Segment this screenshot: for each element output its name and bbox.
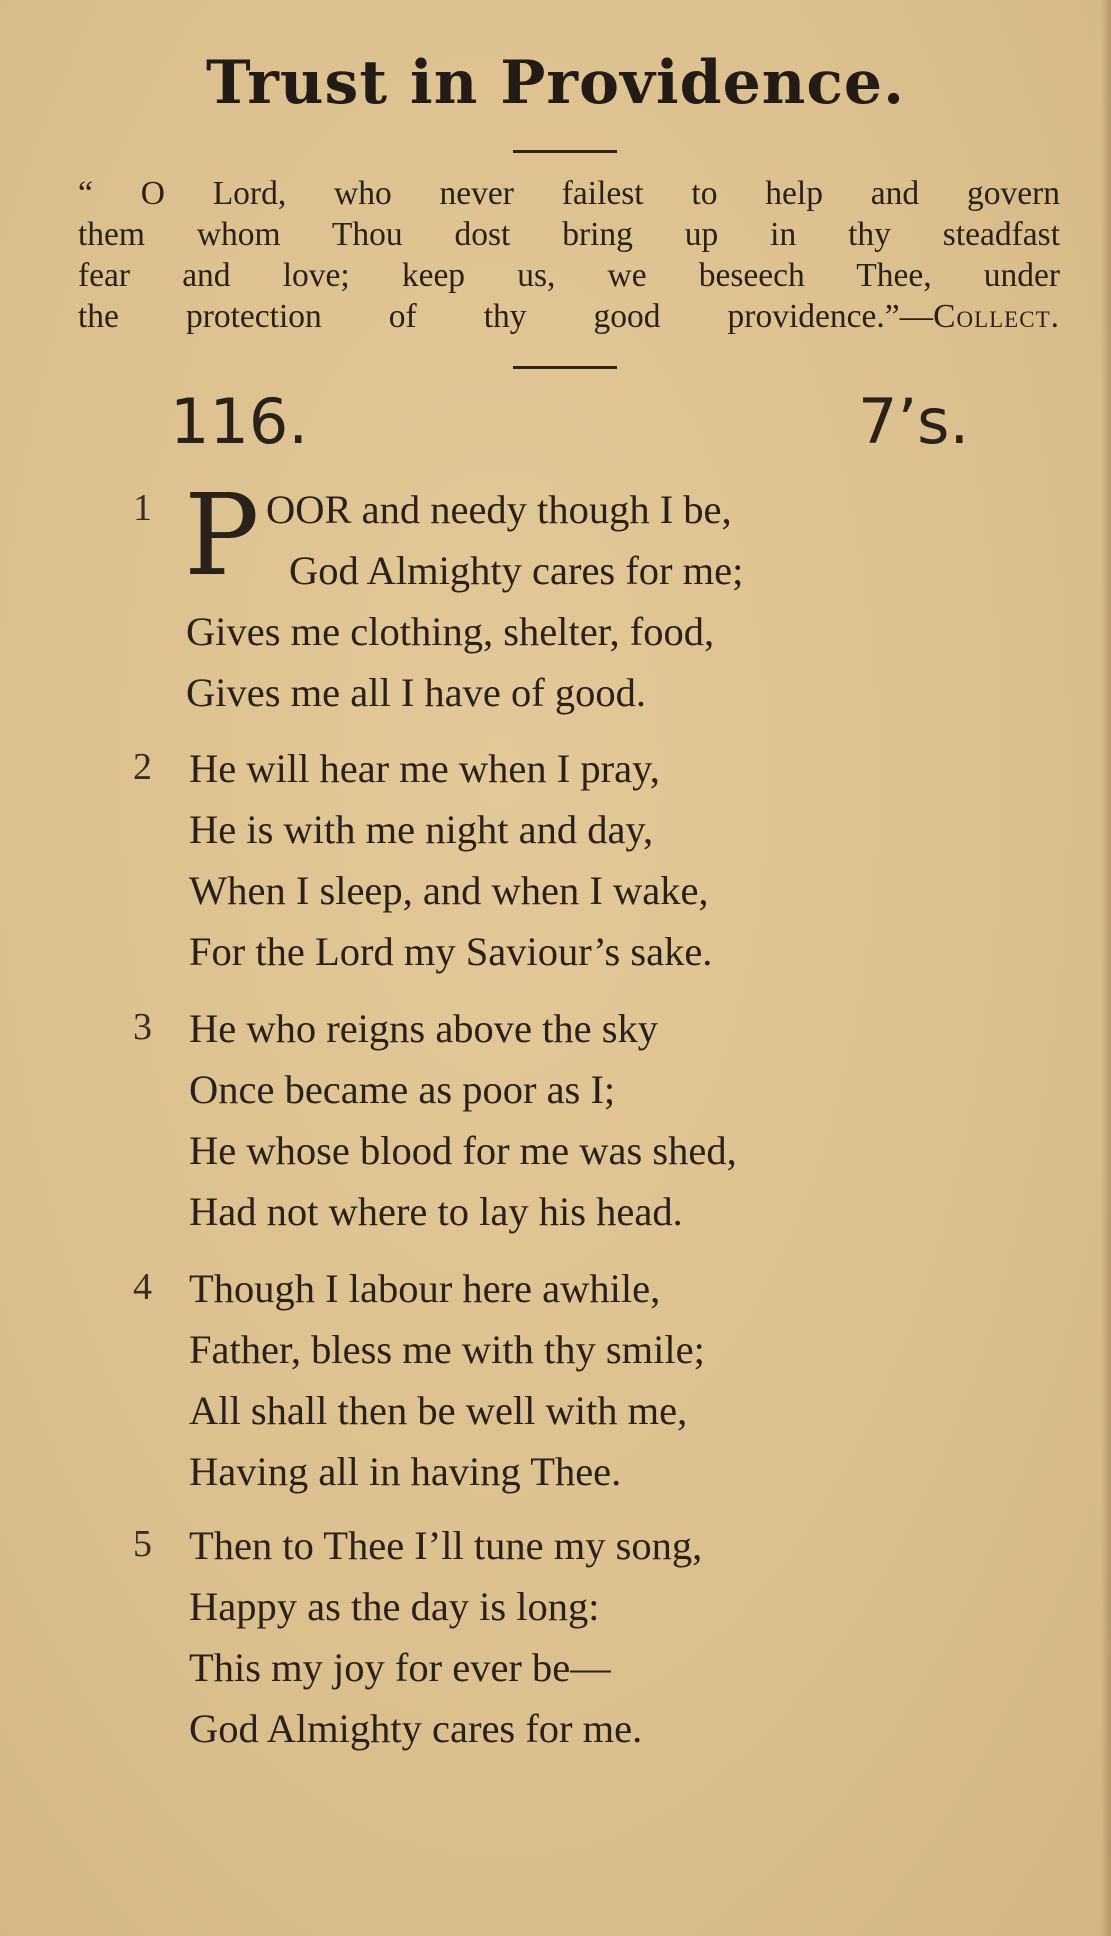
verse-line: OOR and needy though I be, (266, 487, 732, 532)
verse-line: God Almighty cares for me. (189, 1706, 643, 1751)
verse-line: He is with me night and day, (189, 807, 654, 852)
stanza-number: 3 (133, 1006, 152, 1048)
epigraph-last-line (78, 296, 1060, 337)
epigraph-attribution: Collect. (933, 298, 1060, 335)
verse-line: Happy as the day is long: (189, 1584, 600, 1629)
verse-line: Though I labour here awhile, (189, 1266, 661, 1311)
epigraph-line: “ O Lord, who never failest to help and govern (78, 175, 1060, 212)
verse-line: For the Lord my Saviour’s sake. (189, 929, 713, 974)
verse-line: Having all in having Thee. (189, 1449, 622, 1494)
verse-line: Had not where to lay his head. (189, 1189, 683, 1234)
epigraph-line: them whom Thou dost bring up in thy steadfast (78, 216, 1060, 253)
hymn-number: 116. (170, 385, 309, 458)
verse-line: When I sleep, and when I wake, (189, 868, 709, 913)
epigraph-line: the protection of thy good providence.”— (78, 298, 934, 335)
epigraph-line: fear and love; keep us, we beseech Thee, under (78, 257, 1060, 294)
section-divider (513, 366, 617, 369)
stanza-number: 2 (133, 746, 152, 788)
stanza-number: 5 (133, 1523, 152, 1565)
page-edge-shadow (1101, 0, 1111, 1936)
verse-line: Father, bless me with thy smile; (189, 1327, 705, 1372)
verse-line: Once became as poor as I; (189, 1067, 616, 1112)
verse-line: Gives me all I have of good. (186, 670, 646, 715)
verse-line: God Almighty cares for me; (289, 548, 744, 593)
verse-line: Then to Thee I’ll tune my song, (189, 1523, 703, 1568)
stanza-number: 4 (133, 1266, 152, 1308)
drop-cap: P (184, 471, 260, 601)
title-divider (513, 150, 617, 153)
verse-line: This my joy for ever be— (189, 1645, 611, 1690)
verse-line: Gives me clothing, shelter, food, (186, 609, 715, 654)
hymn-meter: 7’s. (858, 385, 970, 458)
verse-line: All shall then be well with me, (189, 1388, 688, 1433)
stanza-number: 1 (133, 487, 152, 529)
verse-line: He who reigns above the sky (189, 1006, 659, 1051)
epigraph-collect (78, 173, 1060, 337)
verse-line: He whose blood for me was shed, (189, 1128, 737, 1173)
verse-line: He will hear me when I pray, (189, 746, 660, 791)
page-title: Trust in Providence. (206, 48, 905, 118)
